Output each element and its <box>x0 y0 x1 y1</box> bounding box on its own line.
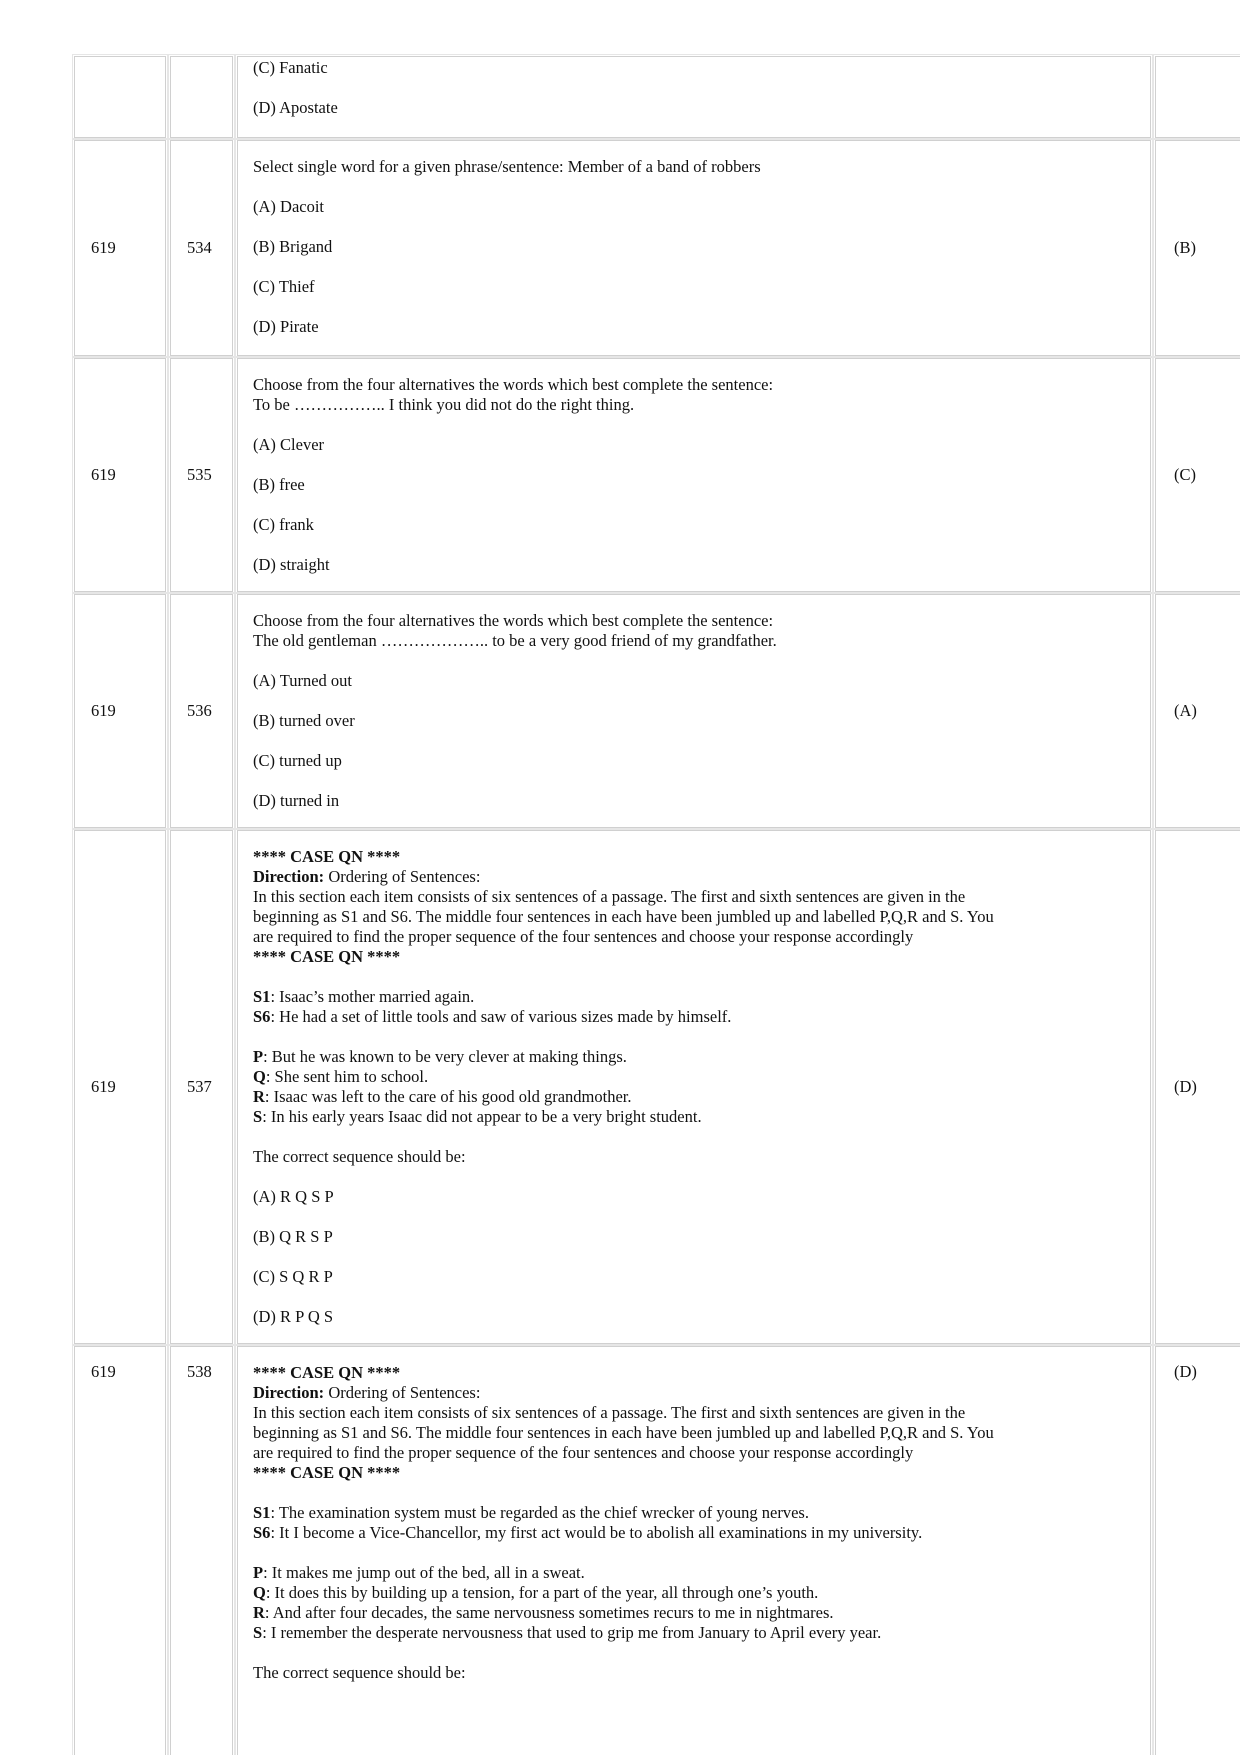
option: (D) turned in <box>253 791 340 810</box>
set-number: 619 <box>91 1362 116 1381</box>
set-cell <box>74 1346 166 1755</box>
question-number: 534 <box>187 238 212 257</box>
question-number: 537 <box>187 1077 212 1096</box>
set-cell <box>74 594 166 828</box>
option: (B) Brigand <box>253 237 333 256</box>
qnum-cell <box>170 140 233 356</box>
question-cell <box>237 140 1151 356</box>
option: (B) Q R S P <box>253 1227 333 1246</box>
option: (B) turned over <box>253 711 355 730</box>
question-number: 535 <box>187 465 212 484</box>
case-header: **** CASE QN **** Direction: Ordering of Sentences: In this section each item consists of six sentences of a passage. The first and sixth sentences are given in the beginning as S1 and S6. The middle four sentences in each have been jumbled up and labelled P,Q,R and S. You are required to find the proper sequence of the four sentences and choose your response accordingly **** CASE QN **** <box>253 847 994 966</box>
set-cell <box>74 56 166 138</box>
option: (A) R Q S P <box>253 1187 334 1206</box>
option: (C) frank <box>253 515 314 534</box>
qnum-cell <box>170 56 233 138</box>
qnum-cell <box>170 358 233 592</box>
question-cell <box>237 1346 1151 1755</box>
answer-value: (A) <box>1174 701 1197 720</box>
option: (B) free <box>253 475 305 494</box>
answer-cell <box>1155 56 1240 138</box>
option: (A) Dacoit <box>253 197 325 216</box>
option: (C) Thief <box>253 277 315 296</box>
option: (C) Fanatic <box>253 58 328 77</box>
set-cell <box>74 358 166 592</box>
answer-value: (D) <box>1174 1077 1197 1096</box>
jumbled-sentences: P: It makes me jump out of the bed, all in a sweat. Q: It does this by building up a tension, for a part of the year, all through one’s youth. R: And after four decades, the same nervousness sometimes recurs to me in nightmares. S: I remember the desperate nervousness that used to grip me from January to April every year. <box>253 1563 882 1642</box>
set-number: 619 <box>91 465 116 484</box>
qnum-cell <box>170 594 233 828</box>
option: (D) Apostate <box>253 98 338 117</box>
question-number: 538 <box>187 1362 212 1381</box>
option: (D) R P Q S <box>253 1307 334 1326</box>
sequence-prompt: The correct sequence should be: <box>253 1147 466 1166</box>
sequence-prompt: The correct sequence should be: <box>253 1663 466 1682</box>
set-cell <box>74 140 166 356</box>
option: (C) turned up <box>253 751 342 770</box>
answer-value: (B) <box>1174 238 1196 257</box>
answer-cell <box>1155 1346 1240 1755</box>
case-header: **** CASE QN **** Direction: Ordering of Sentences: In this section each item consists of six sentences of a passage. The first and sixth sentences are given in the beginning as S1 and S6. The middle four sentences in each have been jumbled up and labelled P,Q,R and S. You are required to find the proper sequence of the four sentences and choose your response accordingly **** CASE QN **** <box>253 1363 994 1482</box>
set-cell <box>74 830 166 1344</box>
answer-value: (C) <box>1174 465 1196 484</box>
option: (A) Turned out <box>253 671 353 690</box>
qnum-cell <box>170 830 233 1344</box>
set-number: 619 <box>91 701 116 720</box>
answer-cell <box>1155 594 1240 828</box>
question-text: Choose from the four alternatives the words which best complete the sentence: The old gentleman ……………….. to be a very good friend of my grandfather. <box>253 611 777 650</box>
answer-cell <box>1155 830 1240 1344</box>
option: (D) straight <box>253 555 330 574</box>
option: (A) Clever <box>253 435 325 454</box>
question-cell <box>237 594 1151 828</box>
question-text: Choose from the four alternatives the words which best complete the sentence: To be …………….. I think you did not do the right thing. <box>253 375 774 414</box>
question-cell <box>237 358 1151 592</box>
jumbled-sentences: P: But he was known to be very clever at making things. Q: She sent him to school. R: Isaac was left to the care of his good old grandmother. S: In his early years Isaac did not appear to be a very bright student. <box>253 1047 702 1126</box>
first-last-sentences: S1: The examination system must be regarded as the chief wrecker of young nerves. S6: It I become a Vice-Chancellor, my first act would be to abolish all examinations in my university. <box>253 1503 923 1542</box>
question-text: Select single word for a given phrase/sentence: Member of a band of robbers <box>253 157 761 176</box>
question-cell <box>237 830 1151 1344</box>
set-number: 619 <box>91 1077 116 1096</box>
question-number: 536 <box>187 701 212 720</box>
answer-cell <box>1155 358 1240 592</box>
qnum-cell <box>170 1346 233 1755</box>
answer-value: (D) <box>1174 1362 1197 1381</box>
first-last-sentences: S1: Isaac’s mother married again. S6: He had a set of little tools and saw of various sizes made by himself. <box>253 987 732 1026</box>
answer-cell <box>1155 140 1240 356</box>
option: (D) Pirate <box>253 317 319 336</box>
question-cell <box>237 56 1151 138</box>
set-number: 619 <box>91 238 116 257</box>
option: (C) S Q R P <box>253 1267 333 1286</box>
